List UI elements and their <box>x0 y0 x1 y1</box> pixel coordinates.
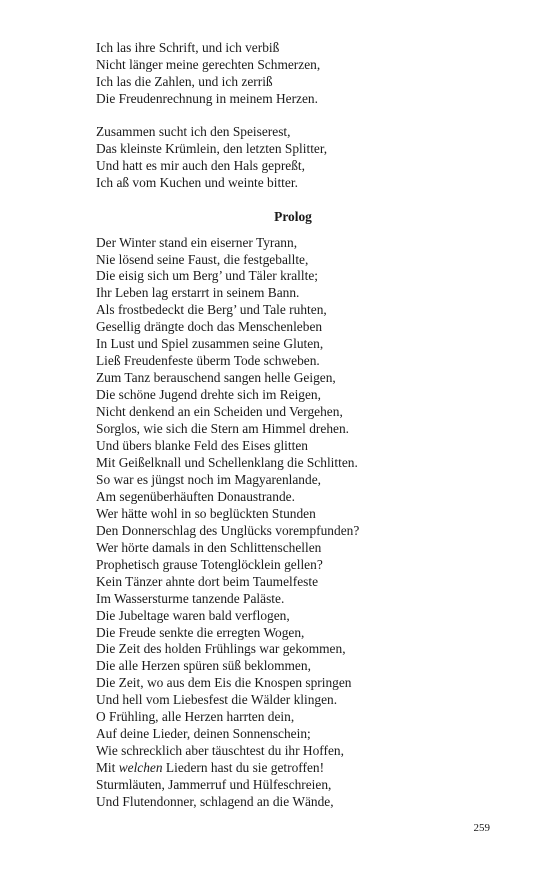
verse-line: Das kleinste Krümlein, den letzten Splitter, <box>96 140 328 156</box>
verse-line: Die Freude senkte die erregten Wogen, <box>96 624 305 640</box>
verse-line: Und Flutendonner, schlagend an die Wände, <box>96 794 334 810</box>
verse-line: Sturmläuten, Jammerruf und Hülfeschreien, <box>96 777 332 793</box>
verse-line: Und hatt es mir auch den Hals gepreßt, <box>96 157 305 173</box>
verse-line: So war es jüngst noch im Magyarenlande, <box>96 471 321 487</box>
stanza-2 <box>96 124 516 192</box>
verse-line: Mit Geißelknall und Schellenklang die Schlitten. <box>96 454 358 470</box>
verse-line: Der Winter stand ein eiserner Tyrann, <box>96 234 298 250</box>
verse-line: Wer hörte damals in den Schlittenschellen <box>96 539 322 555</box>
verse-line: Ihr Leben lag erstarrt in seinem Bann. <box>96 285 300 301</box>
verse-line: Zusammen sucht ich den Speiserest, <box>96 123 291 139</box>
verse-line: Die schöne Jugend drehte sich im Reigen, <box>96 387 321 403</box>
verse-line-italic <box>96 760 516 777</box>
verse-line: O Frühling, alle Herzen harrten dein, <box>96 709 295 725</box>
verse-line: Und hell vom Liebesfest die Wälder klingen. <box>96 692 338 708</box>
section-heading: Prolog <box>274 208 312 224</box>
verse-line: Sorglos, wie sich die Stern am Himmel drehen. <box>96 421 350 437</box>
verse-line: Und übers blanke Feld des Eises glitten <box>96 438 308 454</box>
verse-line: Ich aß vom Kuchen und weinte bitter. <box>96 174 298 190</box>
verse-line: Nicht länger meine gerechten Schmerzen, <box>96 56 321 72</box>
verse-line: Ließ Freudenfeste überm Tode schweben. <box>96 353 320 369</box>
verse-line: Am segenüberhäuften Donaustrande. <box>96 488 295 504</box>
text-block <box>96 40 516 811</box>
verse-line: Die Jubeltage waren bald verflogen, <box>96 607 290 623</box>
verse-line: Im Wassersturme tanzende Paläste. <box>96 590 285 606</box>
verse-line: Kein Tänzer ahnte dort beim Taumelfeste <box>96 573 319 589</box>
italic-after: Liedern hast du sie getroffen! <box>162 760 325 776</box>
verse-line: Als frostbedeckt die Berg’ und Tale ruhten, <box>96 302 327 318</box>
verse-line: Zum Tanz berauschend sangen helle Geigen, <box>96 370 336 386</box>
stanza-1 <box>96 40 516 108</box>
verse-line: Nicht denkend an ein Scheiden und Vergehen, <box>96 404 343 420</box>
verse-line: Prophetisch grause Totenglöcklein gellen? <box>96 556 323 572</box>
page-number: 259 <box>473 822 490 834</box>
verse-line: Wie schrecklich aber täuschtest du ihr Hoffen, <box>96 743 344 759</box>
verse-line: Die alle Herzen spüren süß beklommen, <box>96 658 311 674</box>
verse-line: Wer hätte wohl in so beglückten Stunden <box>96 505 316 521</box>
verse-line: Die Zeit des holden Frühlings war gekommen, <box>96 641 346 657</box>
verse-line: In Lust und Spiel zusammen seine Gluten, <box>96 336 324 352</box>
verse-line: Ich las ihre Schrift, und ich verbiß <box>96 40 280 55</box>
verse-line: Gesellig drängte doch das Menschenleben <box>96 319 323 335</box>
verse-line: Auf deine Lieder, deinen Sonnenschein; <box>96 726 311 742</box>
verse-line: Nie lösend seine Faust, die festgeballte, <box>96 251 309 267</box>
verse-line: Ich las die Zahlen, und ich zerriß <box>96 73 273 89</box>
prolog-lines-b <box>96 777 516 811</box>
verse-line: Die Freudenrechnung in meinem Herzen. <box>96 90 318 106</box>
italic-before: Mit <box>96 760 119 776</box>
prolog-stanza <box>96 235 516 811</box>
verse-line: Den Donnerschlag des Unglücks vorempfunden? <box>96 522 360 538</box>
prolog-lines-a <box>96 235 516 761</box>
verse-line: Die Zeit, wo aus dem Eis die Knospen springen <box>96 675 352 691</box>
verse-line: Die eisig sich um Berg’ und Täler krallte; <box>96 268 319 284</box>
italic-word: welchen <box>118 760 163 776</box>
